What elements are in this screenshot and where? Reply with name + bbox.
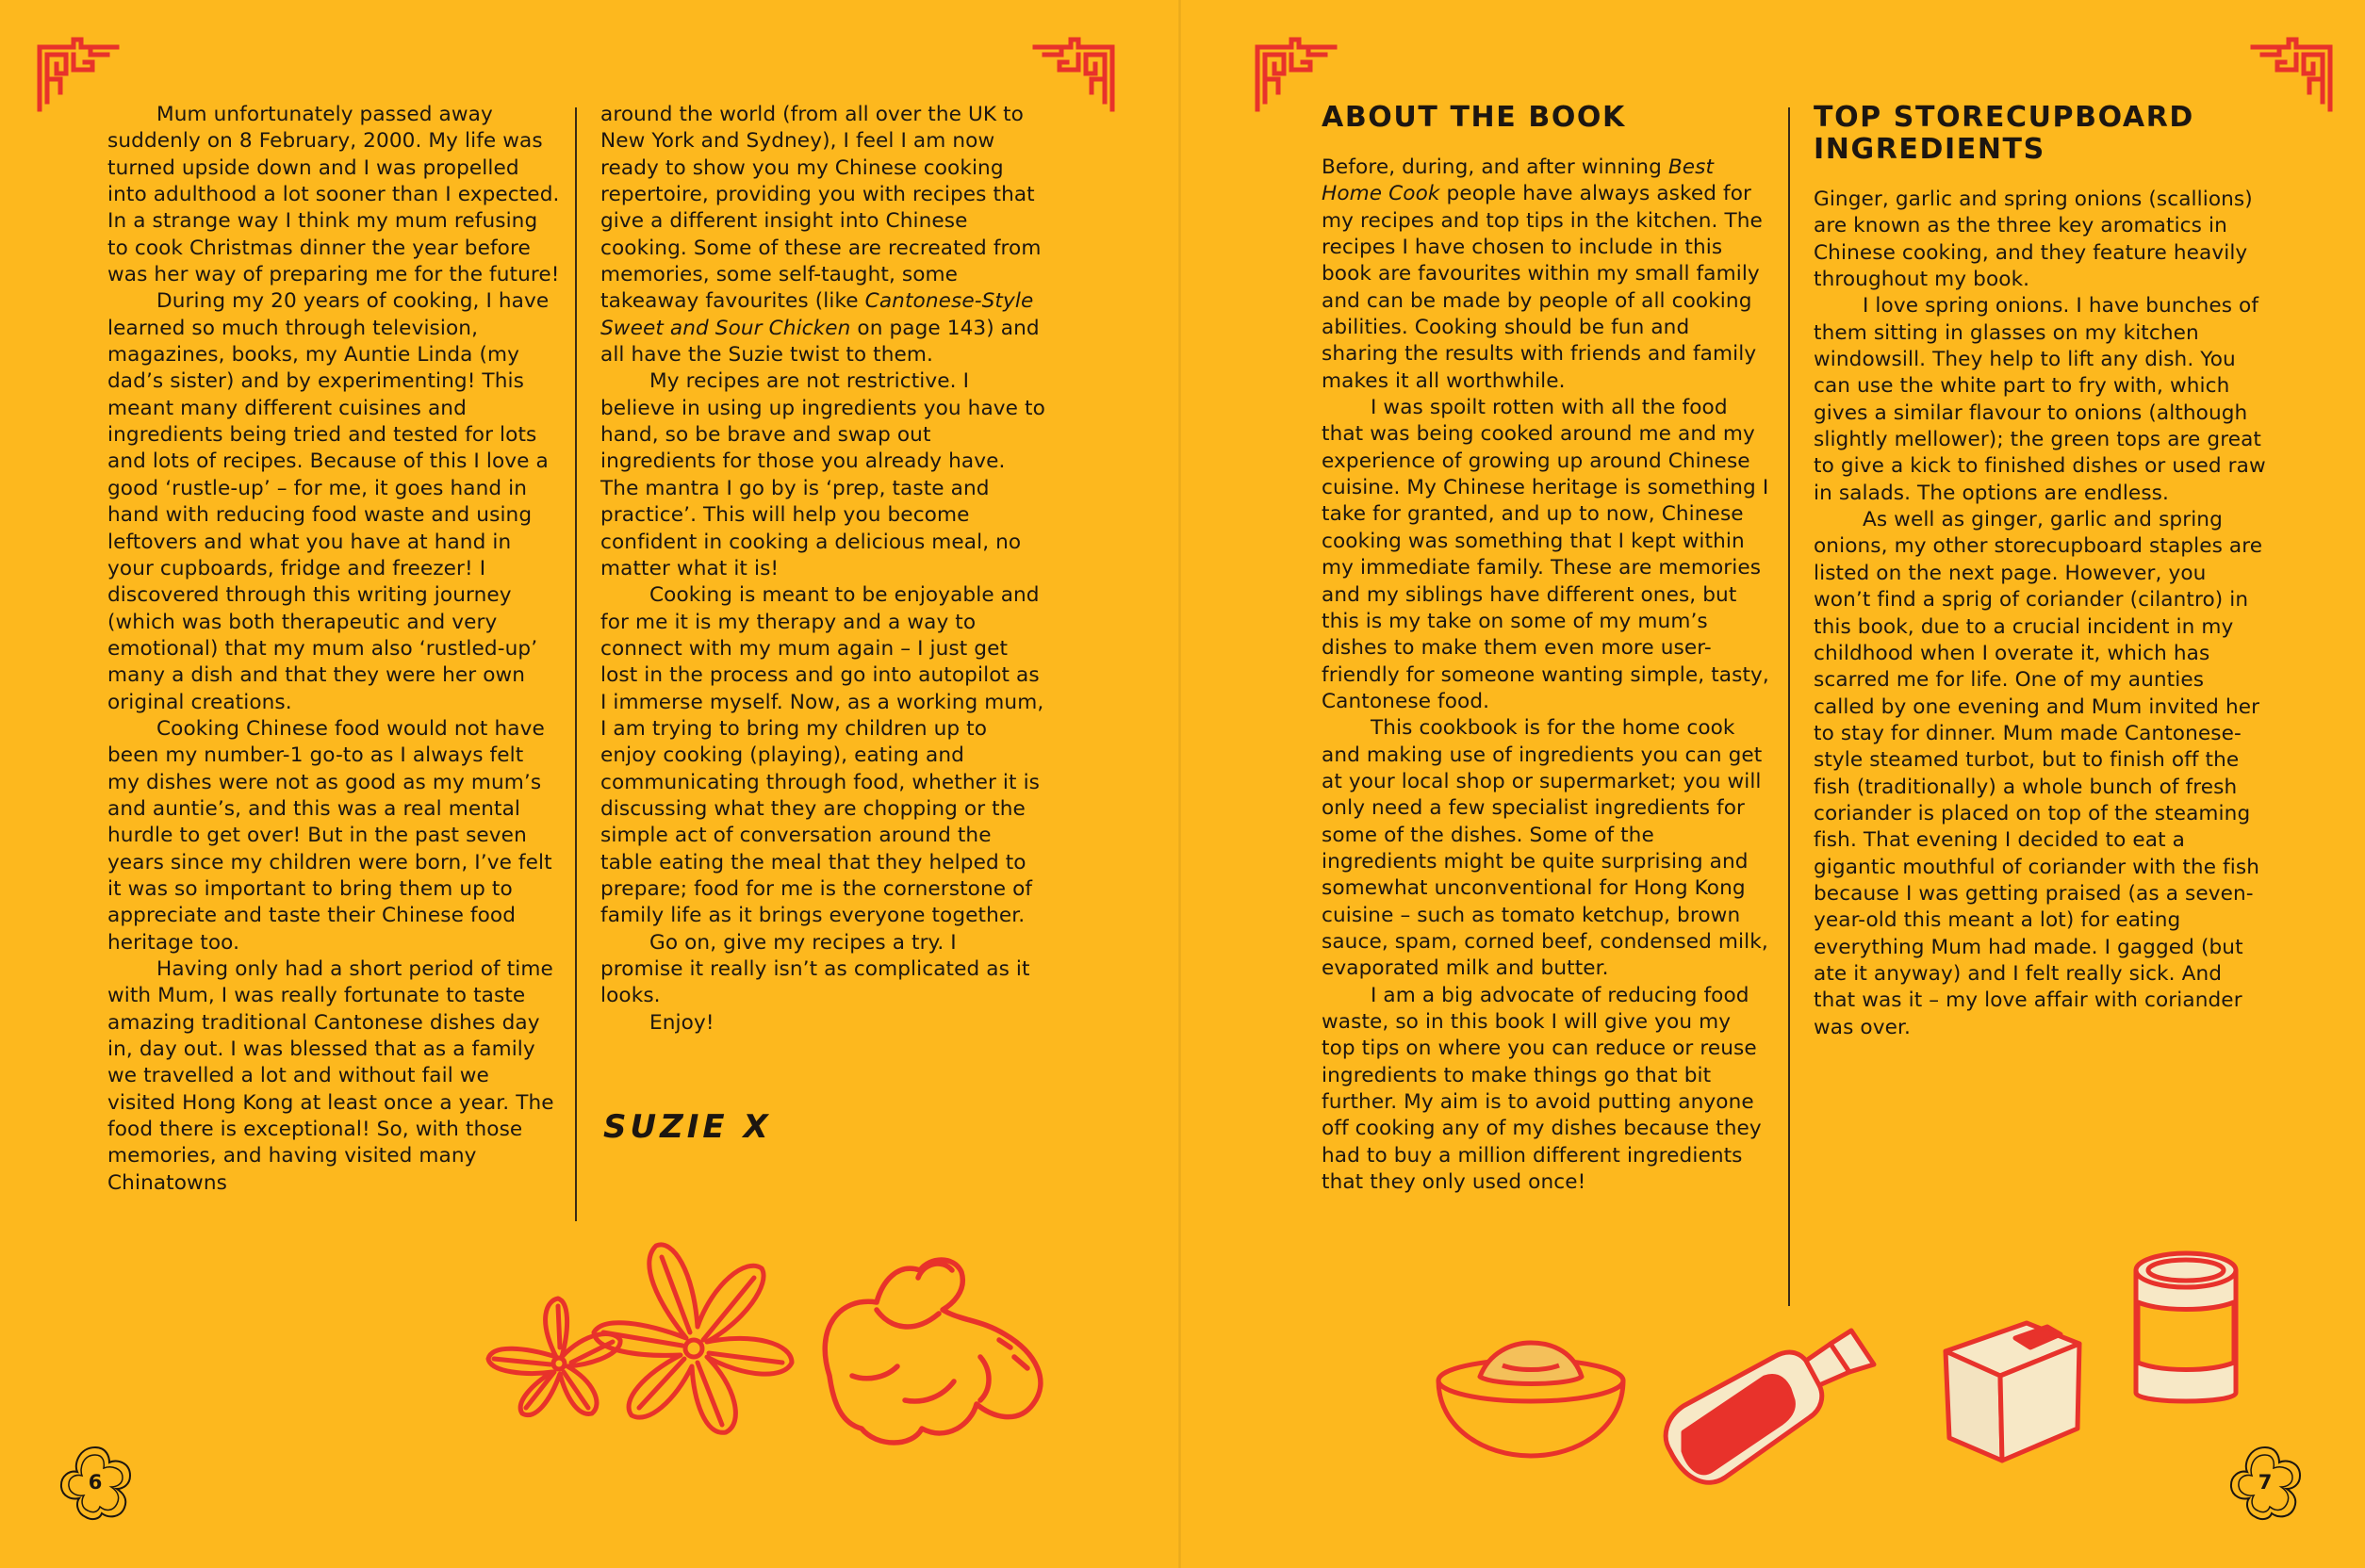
section-heading: ABOUT THE BOOK xyxy=(1322,101,1626,134)
text-run: on page 143) and all have the Suzie twist to them. xyxy=(600,316,1040,368)
sauce-bowl-icon xyxy=(1427,1324,1634,1465)
paragraph: Ginger, garlic and spring onions (scallions) are known as the three key aromatics in Chinese cooking, and they feature heavily throughout my book. xyxy=(1814,188,2253,292)
paragraph: As well as ginger, garlic and spring onions, my other storecupboard staples are listed on the next page. However, you won’t find a sprig of coriander (cilantro) in this book, due to a crucial incident in my childhood when I overate it, which has scarred me for life. One of my aunties called by one evening and Mum invited her to stay for dinner. Mum made Cantonese-style steamed turbot, but to finish off the fish (traditionally) a whole bunch of fresh coriander is placed on top of the steaming fish. That evening I decided to eat a gigantic mouthful of coriander with the fish because I was getting praised (as a seven-year-old this meant a lot) for eating everything Mum had made. I gagged (but ate it anyway) and I felt really sick. And that was it – my love affair with coriander was over. xyxy=(1814,508,2263,1039)
left-column-1 xyxy=(107,102,562,1197)
paragraph: Having only had a short period of time with Mum, I was really fortunate to taste amazing traditional Cantonese dishes day in, day out. I was blessed that as a family we travelled a lot and without fail we visited Hong Kong at least once a year. The food there is exceptional! So, with those memories, and having visited many Chinatowns xyxy=(107,957,554,1195)
right-column-2 xyxy=(1814,102,2268,1041)
page-number-badge xyxy=(2225,1442,2306,1523)
paragraph xyxy=(1322,155,1770,395)
paragraph: Cooking is meant to be enjoyable and for me it is my therapy and a way to connect with my mum again – I just get lost in the process and go into autopilot as I immerse myself. Now, as a working mum, I am trying to bring my children up to enjoy cooking (playing), eating and communicating through food, whether it is discussing what they are chopping or the simple act of conversation around the table eating the meal that they helped to prepare; food for me is the cornerstone of family life as it brings everyone together. xyxy=(600,583,1044,928)
ginger-root-icon xyxy=(825,1260,1041,1443)
paragraph xyxy=(600,102,1045,368)
text-run: Before, during, and after winning xyxy=(1322,155,1668,179)
page-number: 6 xyxy=(88,1471,103,1494)
tin-can-icon xyxy=(2125,1242,2247,1412)
paragraph: Mum unfortunately passed away suddenly on 8 February, 2000. My life was turned upside down and I was propelled into adulthood a lot sooner than I expected. In a strange way I think my mum refusing to cook Christmas dinner the year before was her way of preparing me for the future! xyxy=(107,103,560,287)
paragraph: I am a big advocate of reducing food waste, so in this book I will give you my top tips on where you can reduce or reuse ingredients to make things go that bit further. My aim is to avoid putting anyone off cooking any of my dishes because they had to buy a million different ingredients that they only used once! xyxy=(1322,983,1762,1195)
page-number: 7 xyxy=(2258,1471,2273,1494)
right-page xyxy=(1180,0,2365,1568)
right-column-1 xyxy=(1322,102,1770,1196)
text-run: people have always asked for my recipes and top tips in the kitchen. The recipes I have chosen to include in this book are favourites within my small family and can be made by people of all cooking abilities. Cooking should be fun and sharing the results with friends and family makes it all worthwhile. xyxy=(1322,182,1763,393)
paragraph: I was spoilt rotten with all the food that was being cooked around me and my experience of growing up around Chinese cuisine. My Chinese heritage is something I take for granted, and up to now, Chinese cooking was something that I kept within my immediate family. These are memories and my siblings have different ones, but this is my take on some of my mum’s dishes to make them even more user-friendly for someone wanting simple, tasty, Cantonese food. xyxy=(1322,396,1769,713)
show-title: Best Home Cook xyxy=(1322,155,1715,206)
section-heading: TOP STORECUPBOARD INGREDIENTS xyxy=(1814,101,2194,166)
recipe-reference: Cantonese-Style Sweet and Sour Chicken xyxy=(600,289,1034,340)
column-rule xyxy=(575,107,577,1221)
signature: SUZIE X xyxy=(603,1108,772,1146)
paragraph: My recipes are not restrictive. I believe in using up ingredients you have to hand, so be brave and swap out ingredients for those you already have. The mantra I go by is ‘prep, taste and practice’. This will help you become confident in cooking a delicious meal, no matter what it is! xyxy=(600,369,1045,580)
paragraph: I love spring onions. I have bunches of them sitting in glasses on my kitchen windowsill. They help to lift any dish. You can use the white part to fry with, which gives a similar flavour to onions (although slightly mellower); the green tops are great to give a kick to finished dishes or used raw in salads. The options are endless. xyxy=(1814,294,2266,505)
page-number-badge xyxy=(55,1442,136,1523)
paragraph: Go on, give my recipes a try. I promise it really isn’t as complicated as it looks. xyxy=(600,930,1030,1008)
paragraph: During my 20 years of cooking, I have learned so much through television, magazines, books, my Auntie Linda (my dad’s sister) and by experimenting! This meant many different cuisines and ingredients being tried and tested for lots and lots of recipes. Because of this I love a good ‘rustle-up’ – for me, it goes hand in hand with reducing food waste and using leftovers and what you have at hand in your cupboards, fridge and freezer! I discovered through this writing journey (which was both therapeutic and very emotional) that my mum also ‘rustled-up’ many a dish and that they were her own original creations. xyxy=(107,289,550,714)
paragraph: Cooking Chinese food would not have been my number-1 go-to as I always felt my dishes were not as good as my mum’s and auntie’s, and this was a real mental hurdle to get over! But in the past seven years since my children were born, I’ve felt it was so important to bring them up to appreciate and taste their Chinese food heritage too. xyxy=(107,716,552,955)
star-anise-icon xyxy=(471,1216,1056,1451)
left-column-2 xyxy=(600,102,1045,1037)
paragraph: Enjoy! xyxy=(649,1010,714,1035)
paragraph: This cookbook is for the home cook and making use of ingredients you can get at your local shop or supermarket; you will only need a few specialist ingredients for some of the dishes. Some of the ingredients might be quite surprising and somewhat unconventional for Hong Kong cuisine – such as tomato ketchup, brown sauce, spam, corned beef, condensed milk, evaporated milk and butter. xyxy=(1322,716,1768,981)
sauce-bottle-icon xyxy=(1651,1319,1897,1489)
text-run: around the world (from all over the UK to New York and Sydney), I feel I am now ready to show you my Chinese cooking repertoire, providing you with recipes that give a different insight into Chinese cooking. Some of these are recreated from memories, some self-taught, some takeaway favourites (like xyxy=(600,103,1042,314)
left-page xyxy=(0,0,1180,1568)
milk-carton-icon xyxy=(1932,1310,2093,1470)
column-rule xyxy=(1788,107,1790,1306)
